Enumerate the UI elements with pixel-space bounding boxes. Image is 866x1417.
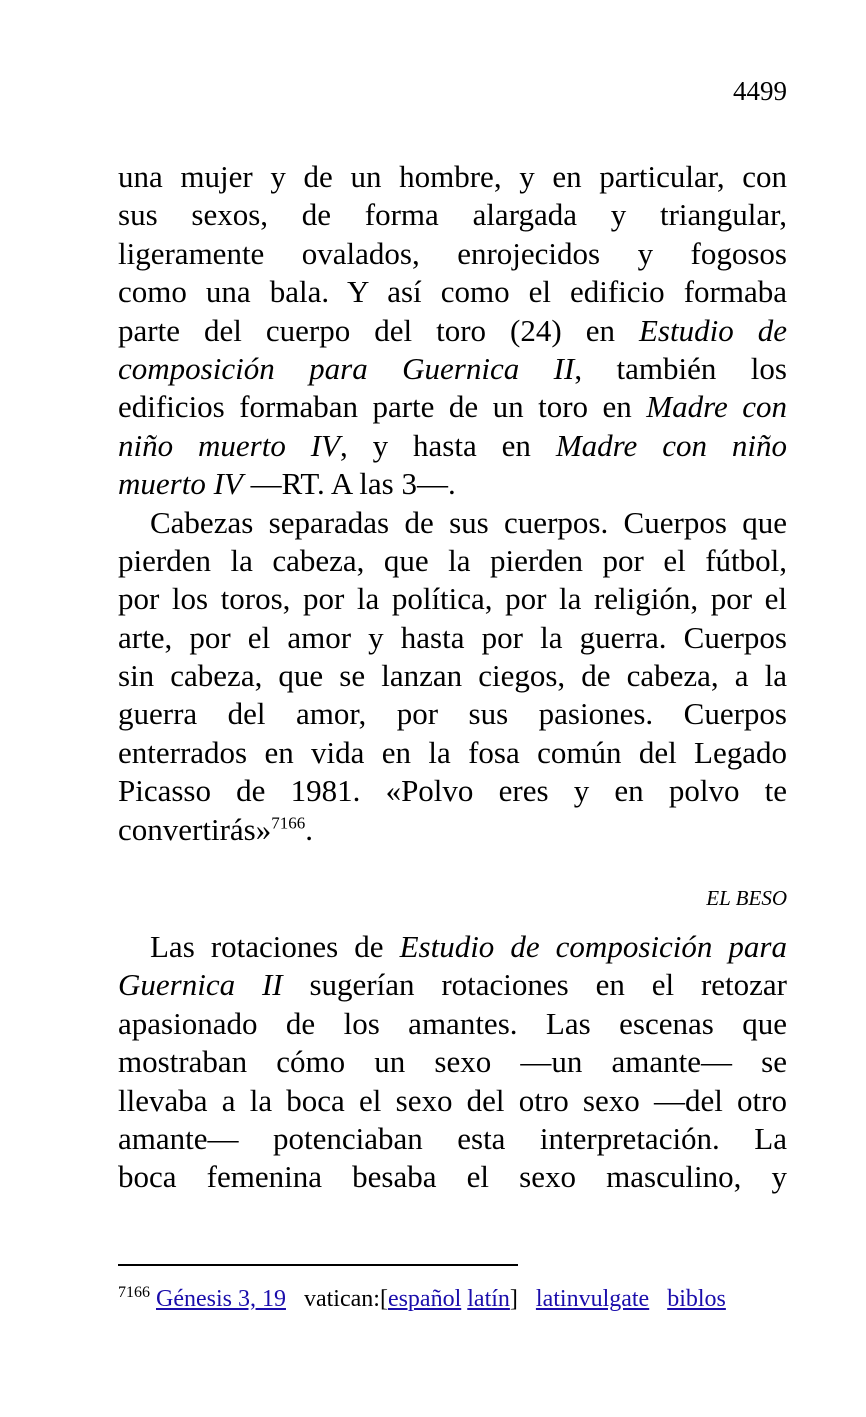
text-line: pierden la cabeza, que la pierden por el fútbol, <box>118 542 787 578</box>
text-line: apasionado de los amantes. Las escenas que <box>118 1005 787 1041</box>
text-line: llevaba a la boca el sexo del otro sexo —del otro <box>118 1082 787 1118</box>
artwork-title: niño muerto IV <box>118 427 340 463</box>
text-line: amante— potenciaban esta interpretación. La <box>118 1120 787 1156</box>
body-text-upper <box>118 158 787 849</box>
text-line: como una bala. Y así como el edificio formaba <box>118 274 787 310</box>
footnote <box>118 1284 726 1314</box>
biblos-link[interactable]: biblos <box>667 1286 726 1312</box>
vatican-label: vatican:[ <box>303 1286 388 1312</box>
artwork-title: muerto IV <box>118 466 243 502</box>
text-line: Picasso de 1981. «Polvo eres y en polvo te <box>118 773 787 809</box>
section-title: EL BESO <box>706 886 787 910</box>
text-line: boca femenina besaba el sexo masculino, y <box>118 1159 787 1195</box>
text-line: una mujer y de un hombre, y en particular, con <box>118 159 787 194</box>
text-line: Las rotaciones de Estudio de composición para <box>150 929 787 964</box>
latin-link[interactable]: latín <box>467 1286 510 1312</box>
text-line: Cabezas separadas de sus cuerpos. Cuerpos que <box>150 504 787 540</box>
text-line: muerto IV —RT. A las 3—. <box>118 466 456 502</box>
text-line: por los toros, por la política, por la religión, por el <box>118 581 787 617</box>
text-line: edificios formaban parte de un toro en Madre con <box>118 389 787 425</box>
text-line: composición para Guernica II, también los <box>118 350 787 386</box>
footnote-number: 7166 <box>118 1284 150 1301</box>
text-line: mostraban cómo un sexo —un amante— se <box>118 1044 787 1080</box>
close-bracket: ] <box>509 1286 518 1312</box>
text-line: sus sexos, de forma alargada y triangular, <box>118 197 787 233</box>
artwork-title: Estudio de composición para <box>399 929 787 964</box>
artwork-title: composición para Guernica II <box>118 350 575 386</box>
latinvulgate-link[interactable]: latinvulgate <box>535 1286 650 1312</box>
page-number: 4499 <box>733 76 787 106</box>
text-line: arte, por el amor y hasta por la guerra. Cuerpos <box>118 619 787 655</box>
artwork-title: Madre con niño <box>555 427 787 463</box>
artwork-title: Guernica II <box>118 967 283 1003</box>
text-line: sin cabeza, que se lanzan ciegos, de cabeza, a la <box>118 658 787 694</box>
text-line: guerra del amor, por sus pasiones. Cuerpos <box>118 696 787 732</box>
genesis-link[interactable]: Génesis 3, 19 <box>156 1286 286 1312</box>
artwork-title: Estudio de <box>638 312 787 348</box>
body-text-lower <box>118 928 787 1197</box>
artwork-title: Madre con <box>646 389 787 425</box>
espanol-link[interactable]: español <box>387 1286 462 1312</box>
text-line: convertirás»$^{7166}$. <box>118 811 313 847</box>
text-line: Guernica II sugerían rotaciones en el retozar <box>118 967 787 1003</box>
text-line: enterrados en vida en la fosa común del Legado <box>118 734 787 770</box>
text-line: parte del cuerpo del toro (24) en Estudio de <box>118 312 787 348</box>
text-line: ligeramente ovalados, enrojecidos y fogosos <box>118 235 787 271</box>
text-line: niño muerto IV, y hasta en Madre con niño <box>118 427 787 463</box>
footnote-divider <box>118 1264 518 1266</box>
footnote-reference[interactable]: 7166 <box>271 813 306 833</box>
